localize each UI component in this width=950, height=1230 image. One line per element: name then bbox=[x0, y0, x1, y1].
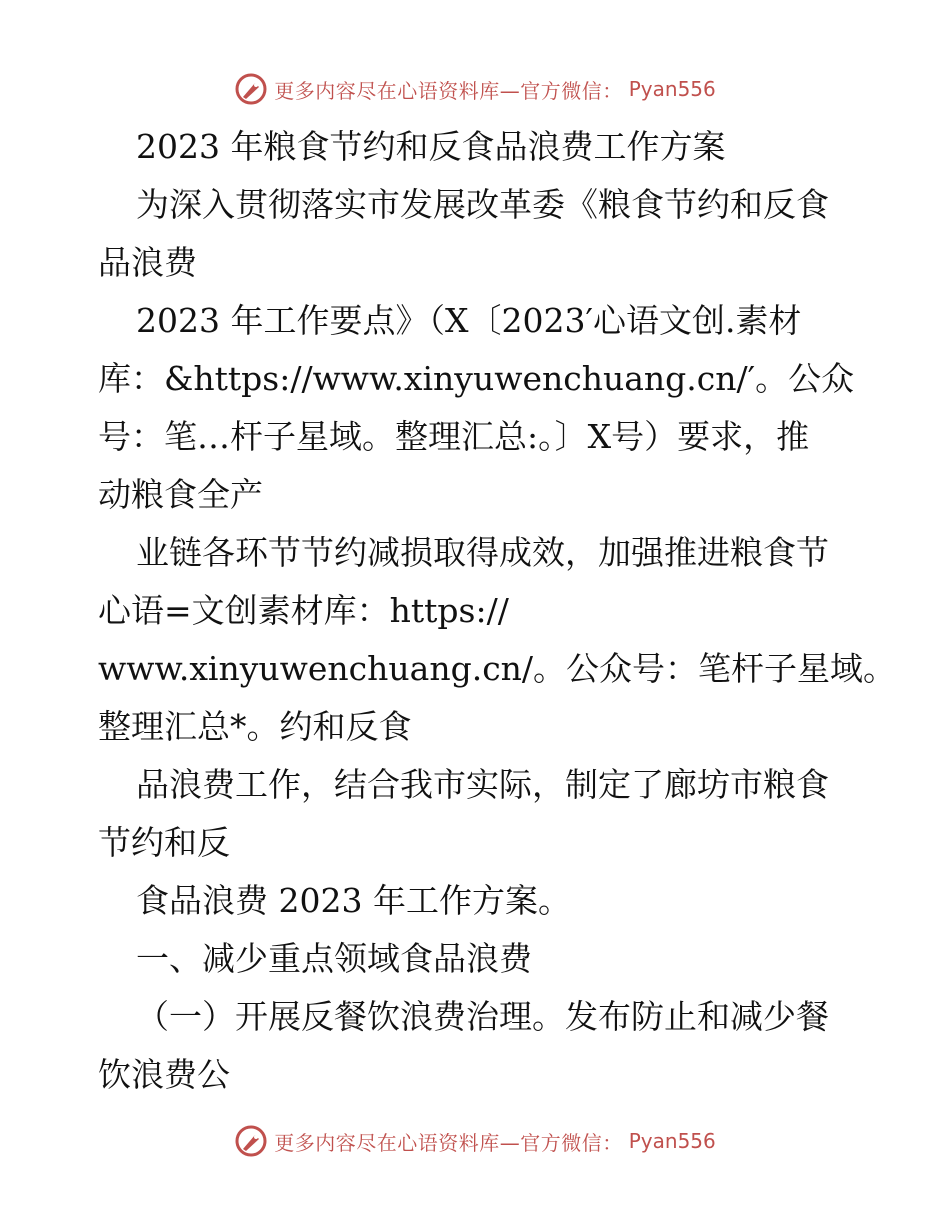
paragraph-line: 整理汇总*。约和反食 bbox=[98, 707, 412, 746]
paragraph-line: 库：&https://www.xinyuwenchuang.cn/′。公众 bbox=[98, 359, 855, 398]
paragraph-line: 节约和反 bbox=[98, 823, 230, 862]
paragraph-line: 饮浪费公 bbox=[98, 1055, 230, 1094]
watermark-text: 更多内容尽在心语资料库—官方微信： bbox=[274, 1130, 623, 1155]
paragraph-line: （一）开展反餐饮浪费治理。发布防止和减少餐 bbox=[136, 997, 829, 1036]
section-heading: 一、减少重点领域食品浪费 bbox=[136, 939, 532, 978]
pen-nib-circle-icon bbox=[234, 72, 268, 106]
pen-nib-circle-icon bbox=[234, 1124, 268, 1158]
paragraph-line: 动粮食全产 bbox=[98, 475, 263, 514]
paragraph-line: 业链各环节节约减损取得成效，加强推进粮食节 bbox=[136, 533, 829, 572]
paragraph-line: 为深入贯彻落实市发展改革委《粮食节约和反食 bbox=[136, 185, 829, 224]
watermark-text: 更多内容尽在心语资料库—官方微信： bbox=[274, 78, 623, 103]
paragraph-line: 食品浪费 2023 年工作方案。 bbox=[136, 881, 571, 920]
paragraph-line: www.xinyuwenchuang.cn/。公众号：笔杆子星域。 bbox=[98, 649, 897, 688]
watermark-brand: Pyan556 bbox=[628, 77, 716, 101]
paragraph-line: 心语=文创素材库：https:// bbox=[98, 591, 509, 630]
paragraph-line: 号：笔…杆子星域。整理汇总:。〕X号）要求，推 bbox=[98, 417, 810, 456]
document-title: 2023 年粮食节约和反食品浪费工作方案 bbox=[136, 127, 726, 166]
footer-watermark bbox=[0, 1124, 950, 1158]
watermark-brand: Pyan556 bbox=[628, 1129, 716, 1153]
paragraph-line: 2023 年工作要点》（X〔2023′心语文创.素材 bbox=[136, 301, 802, 340]
header-watermark bbox=[0, 72, 950, 106]
document-body bbox=[98, 118, 897, 1104]
paragraph-line: 品浪费 bbox=[98, 243, 197, 282]
paragraph-line: 品浪费工作，结合我市实际，制定了廊坊市粮食 bbox=[136, 765, 829, 804]
